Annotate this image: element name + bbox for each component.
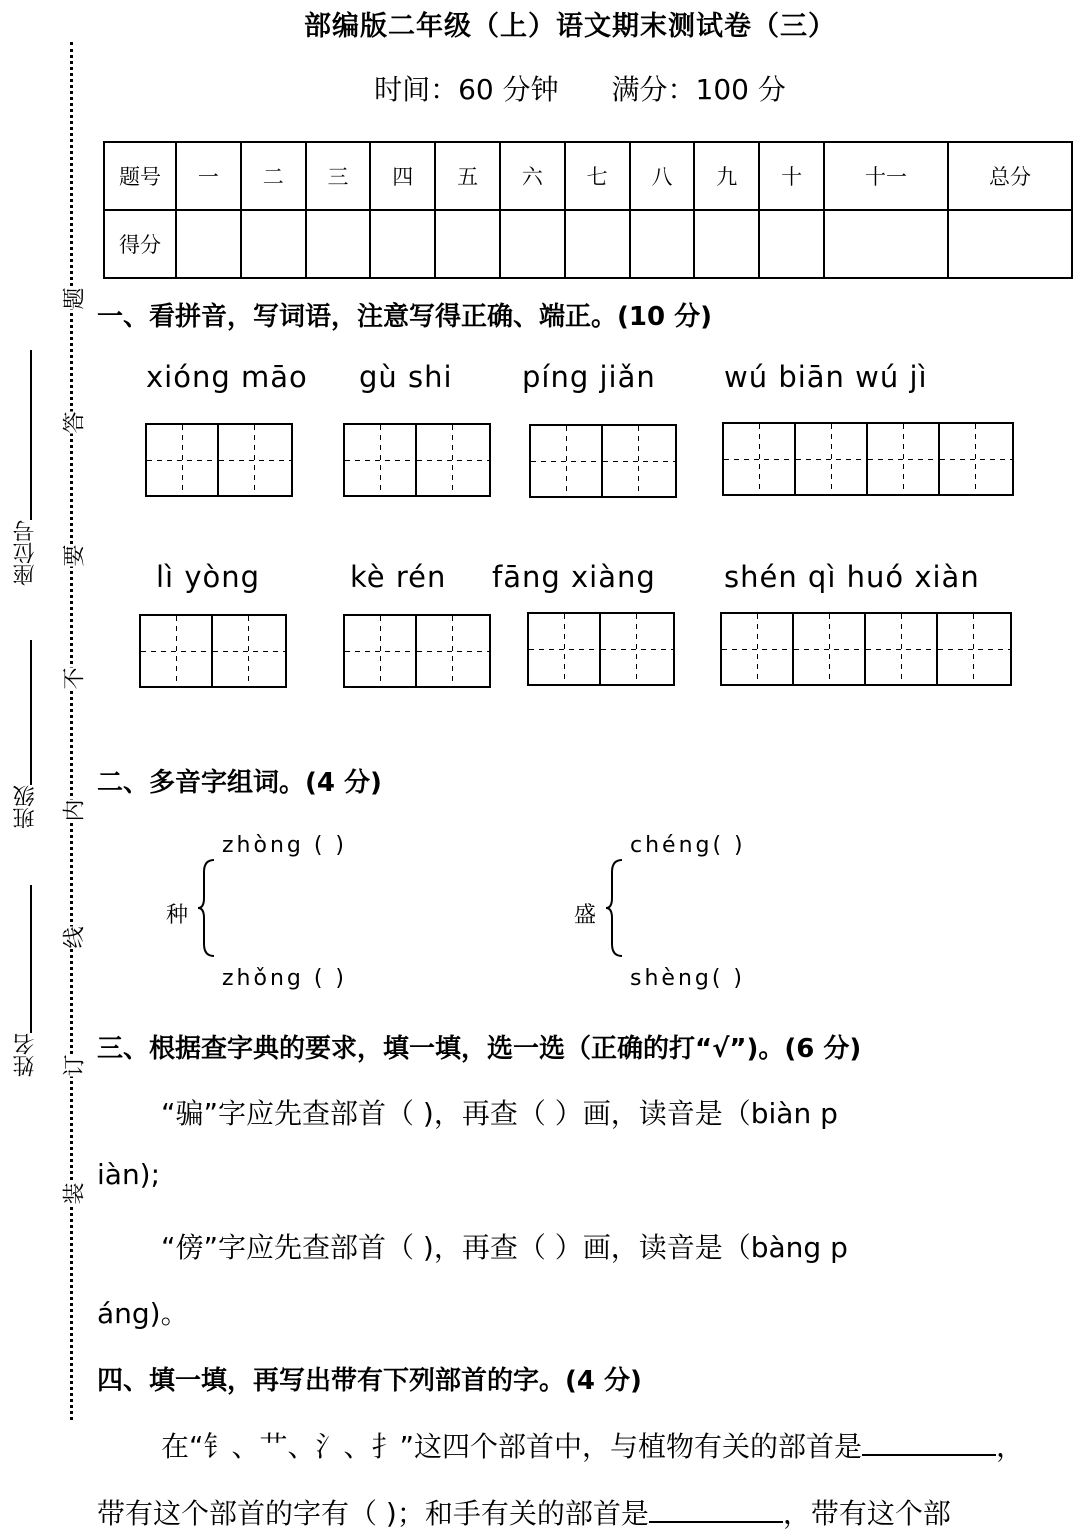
score-table-header-cell: 七	[565, 142, 630, 210]
score-input-cell[interactable]	[948, 210, 1072, 278]
polyphone-group	[166, 828, 466, 998]
section3-line2-cont: áng)。	[97, 1297, 189, 1330]
writing-grid	[527, 612, 675, 686]
score-input-cell[interactable]	[630, 210, 695, 278]
score-table-header-cell: 六	[500, 142, 565, 210]
writing-grid	[343, 423, 491, 497]
score-table-header-cell: 二	[241, 142, 306, 210]
seal-char: 线	[58, 926, 89, 948]
tianzige-cell[interactable]	[724, 424, 796, 494]
score-table-header-cell: 三	[306, 142, 371, 210]
seal-char: 答	[58, 411, 89, 433]
name-line	[30, 885, 32, 1033]
tianzige-cell[interactable]	[938, 614, 1010, 684]
pinyin-prompt: wú biān wú jì	[724, 360, 928, 394]
tianzige-cell[interactable]	[940, 424, 1012, 494]
score-input-cell[interactable]	[565, 210, 630, 278]
class-label: 班级	[13, 785, 38, 829]
pinyin-prompt: fāng xiàng	[492, 560, 656, 594]
plant-radical-blank[interactable]	[862, 1430, 996, 1456]
tianzige-cell[interactable]	[866, 614, 938, 684]
exam-full-score: 满分：100 分	[611, 73, 786, 106]
writing-grid	[343, 614, 491, 688]
tianzige-cell[interactable]	[417, 616, 489, 686]
tianzige-cell[interactable]	[722, 614, 794, 684]
section4-heading: 四、填一填，再写出带有下列部首的字。(4 分)	[97, 1366, 642, 1396]
score-input-cell[interactable]	[500, 210, 565, 278]
curly-brace-icon	[196, 858, 220, 958]
pinyin-prompt: shén qì huó xiàn	[724, 560, 980, 594]
section3-line1: “骗”字应先查部首（ )，再查（ ）画，读音是（biàn p	[161, 1097, 838, 1130]
name-label: 姓名	[13, 1033, 38, 1077]
score-input-cell[interactable]	[759, 210, 824, 278]
seat-number-line	[30, 350, 32, 520]
section3-line2: “傍”字应先查部首（ )，再查（ ）画，读音是（bàng p	[161, 1231, 848, 1264]
writing-grid	[720, 612, 1012, 686]
pinyin-prompt: xióng māo	[146, 360, 308, 394]
section4-line2-text: 带有这个部首的字有（ )；和手有关的部首是	[97, 1497, 649, 1530]
score-input-cell[interactable]	[306, 210, 371, 278]
writing-grid	[139, 614, 287, 688]
section4-line1	[97, 1425, 1072, 1465]
seal-char: 要	[58, 544, 89, 566]
polyphone-reading-bottom[interactable]: zhǒng ( )	[222, 966, 348, 991]
tianzige-cell[interactable]	[531, 426, 603, 496]
score-table-header-cell: 五	[435, 142, 500, 210]
tianzige-cell[interactable]	[219, 425, 291, 495]
tianzige-cell[interactable]	[345, 616, 417, 686]
tianzige-cell[interactable]	[529, 614, 601, 684]
pinyin-prompt: lì yòng	[156, 560, 261, 594]
score-table-score-row	[104, 210, 1072, 278]
seal-char: 订	[58, 1054, 89, 1076]
exam-info	[0, 68, 1080, 108]
score-table-header-cell: 八	[630, 142, 695, 210]
writing-grid	[529, 424, 677, 498]
polyphone-reading-top[interactable]: zhòng ( )	[222, 833, 348, 858]
class-line	[30, 640, 32, 785]
section2-heading: 二、多音字组词。(4 分)	[97, 768, 382, 798]
section4-line1-end: ，	[996, 1430, 1025, 1463]
score-input-cell[interactable]	[370, 210, 435, 278]
tianzige-cell[interactable]	[603, 426, 675, 496]
seat-number-label: 座位号	[13, 520, 38, 586]
tianzige-cell[interactable]	[141, 616, 213, 686]
score-table-label-score: 得分	[104, 210, 176, 278]
section3-heading: 三、根据查字典的要求，填一填，选一选（正确的打“√”)。(6 分)	[97, 1034, 862, 1064]
section4-line1-text: 在“钅、艹、氵、扌”这四个部首中，与植物有关的部首是	[161, 1430, 863, 1463]
page-title: 部编版二年级（上）语文期末测试卷（三）	[304, 11, 836, 42]
pinyin-prompt: gù shi	[359, 360, 453, 394]
section3-line1-cont: iàn);	[97, 1158, 161, 1191]
tianzige-cell[interactable]	[868, 424, 940, 494]
score-table-header-cell: 总分	[948, 142, 1072, 210]
polyphone-group	[574, 828, 874, 998]
score-table-header-row	[104, 142, 1072, 210]
writing-grid	[722, 422, 1014, 496]
tianzige-cell[interactable]	[213, 616, 285, 686]
score-input-cell[interactable]	[241, 210, 306, 278]
writing-grid	[145, 423, 293, 497]
tianzige-cell[interactable]	[345, 425, 417, 495]
exam-time: 时间：60 分钟	[374, 73, 559, 106]
polyphone-char: 种	[166, 903, 189, 928]
tianzige-cell[interactable]	[601, 614, 673, 684]
section4-line2-end: ，带有这个部	[782, 1497, 951, 1530]
score-table-header-cell: 十一	[824, 142, 948, 210]
curly-brace-icon	[604, 858, 628, 958]
pinyin-prompt: píng jiǎn	[522, 360, 656, 394]
seal-char: 题	[58, 287, 89, 309]
score-table-header-cell: 九	[694, 142, 759, 210]
pinyin-prompt: kè rén	[350, 560, 447, 594]
score-table-header-cell: 四	[370, 142, 435, 210]
polyphone-reading-top[interactable]: chéng( )	[630, 833, 746, 858]
seal-char: 装	[58, 1182, 89, 1204]
score-input-cell[interactable]	[435, 210, 500, 278]
section4-line2	[97, 1492, 1072, 1532]
score-table	[103, 141, 1073, 279]
score-input-cell[interactable]	[824, 210, 948, 278]
score-table-label-question: 题号	[104, 142, 176, 210]
seal-char: 不	[58, 667, 89, 689]
tianzige-cell[interactable]	[794, 614, 866, 684]
polyphone-char: 盛	[574, 903, 597, 928]
polyphone-reading-bottom[interactable]: shèng( )	[630, 966, 746, 991]
score-table-header-cell: 一	[176, 142, 241, 210]
binding-dotted-line	[70, 42, 73, 1420]
seal-char: 内	[58, 799, 89, 821]
tianzige-cell[interactable]	[147, 425, 219, 495]
score-input-cell[interactable]	[694, 210, 759, 278]
section1-heading: 一、看拼音，写词语，注意写得正确、端正。(10 分)	[97, 302, 712, 332]
hand-radical-blank[interactable]	[649, 1497, 783, 1523]
tianzige-cell[interactable]	[417, 425, 489, 495]
tianzige-cell[interactable]	[796, 424, 868, 494]
score-table-header-cell: 十	[759, 142, 824, 210]
score-input-cell[interactable]	[176, 210, 241, 278]
